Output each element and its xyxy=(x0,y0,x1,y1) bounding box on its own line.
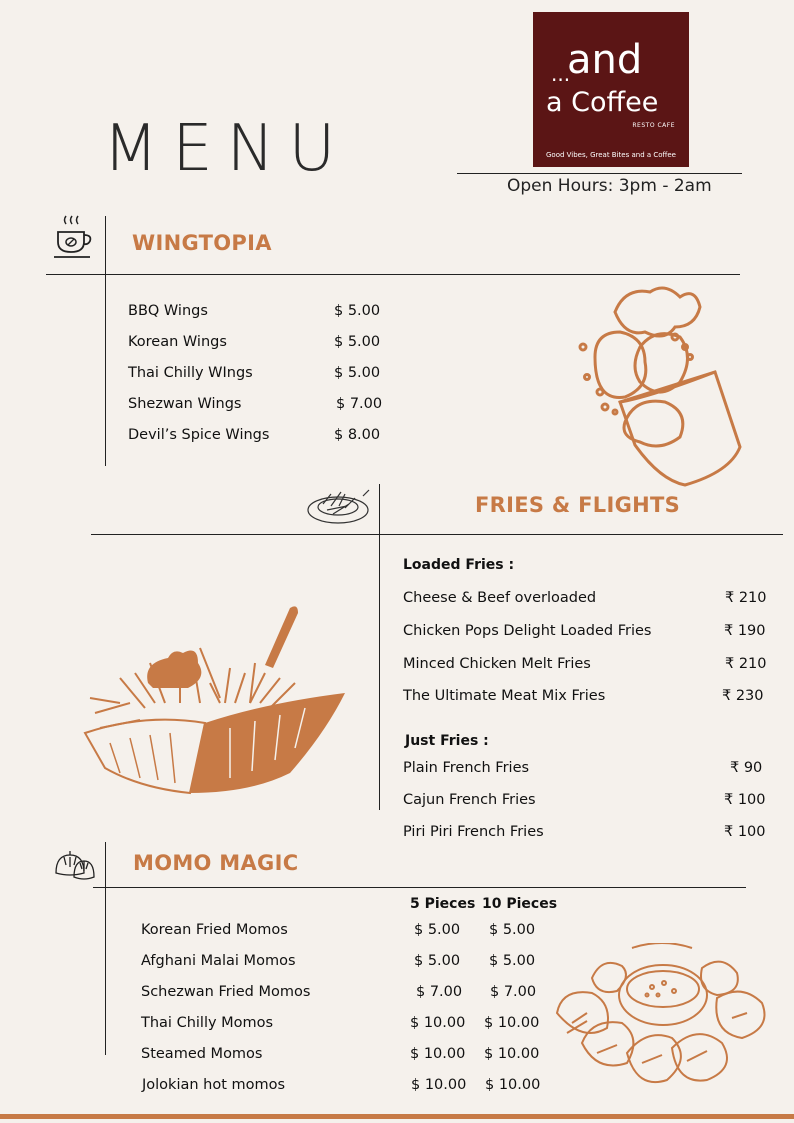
menu-item-price: ₹ 90 xyxy=(730,760,763,776)
menu-item-name: Cheese & Beef overloaded xyxy=(403,590,597,606)
menu-item-price: $ 10.00 xyxy=(484,1015,540,1031)
dumplings-icon xyxy=(52,847,96,883)
momo-title: MOMO MAGIC xyxy=(133,851,299,875)
menu-item-name: Thai Chilly Momos xyxy=(141,1015,274,1031)
menu-item-price: $ 10.00 xyxy=(410,1046,466,1062)
menu-item-name: Cajun French Fries xyxy=(403,792,536,808)
menu-item-price: ₹ 190 xyxy=(724,623,766,639)
menu-item-price: ₹ 210 xyxy=(725,656,767,672)
menu-item-name: The Ultimate Meat Mix Fries xyxy=(403,688,606,704)
menu-item-price: $ 5.00 xyxy=(489,953,536,969)
menu-item-name: Devil’s Spice Wings xyxy=(128,427,270,443)
logo-resto: RESTO CAFE xyxy=(632,122,675,129)
fries-title: FRIES & FLIGHTS xyxy=(475,493,681,517)
menu-item-price: $ 8.00 xyxy=(334,427,381,443)
menu-item-name: Korean Fried Momos xyxy=(141,922,288,938)
menu-item-price: $ 10.00 xyxy=(411,1077,467,1093)
menu-item-name: Chicken Pops Delight Loaded Fries xyxy=(403,623,652,639)
menu-item-price: $ 5.00 xyxy=(334,365,381,381)
loaded-fries-label: Loaded Fries : xyxy=(403,557,515,573)
menu-item-price: $ 5.00 xyxy=(334,334,381,350)
chicken-wings-illustration xyxy=(575,282,743,494)
menu-item-name: Steamed Momos xyxy=(141,1046,263,1062)
menu-item-price: $ 7.00 xyxy=(416,984,463,1000)
logo-coffee: a Coffee xyxy=(546,87,659,118)
col-header-5-pieces: 5 Pieces xyxy=(410,896,476,912)
menu-item-price: $ 10.00 xyxy=(484,1046,540,1062)
menu-item-name: Piri Piri French Fries xyxy=(403,824,544,840)
logo xyxy=(533,12,689,167)
menu-item-price: $ 5.00 xyxy=(334,303,381,319)
hours-divider xyxy=(457,173,742,174)
menu-item-name: Schezwan Fried Momos xyxy=(141,984,311,1000)
menu-item-price: $ 5.00 xyxy=(489,922,536,938)
just-fries-label: Just Fries : xyxy=(405,733,489,749)
menu-item-name: BBQ Wings xyxy=(128,303,208,319)
menu-item-name: Afghani Malai Momos xyxy=(141,953,296,969)
logo-tagline: Good Vibes, Great Bites and a Coffee xyxy=(546,151,676,159)
menu-item-price: $ 10.00 xyxy=(485,1077,541,1093)
page-title: MENU xyxy=(103,112,350,186)
momo-vertical-divider xyxy=(105,842,106,1055)
loaded-fries-illustration xyxy=(80,603,348,798)
bottom-accent-bar xyxy=(0,1114,794,1119)
momo-divider xyxy=(93,887,746,888)
menu-item-price: ₹ 100 xyxy=(724,824,766,840)
menu-item-name: Plain French Fries xyxy=(403,760,530,776)
menu-item-price: $ 5.00 xyxy=(414,953,461,969)
logo-and: and xyxy=(567,37,643,83)
menu-item-price: $ 5.00 xyxy=(414,922,461,938)
wingtopia-title: WINGTOPIA xyxy=(132,231,272,255)
wingtopia-vertical-divider xyxy=(105,216,106,466)
menu-item-price: ₹ 230 xyxy=(722,688,764,704)
menu-item-price: $ 7.00 xyxy=(336,396,383,412)
fries-vertical-divider xyxy=(379,484,380,810)
logo-dots: ... xyxy=(551,62,571,86)
menu-item-name: Korean Wings xyxy=(128,334,227,350)
col-header-10-pieces: 10 Pieces xyxy=(482,896,558,912)
open-hours: Open Hours: 3pm - 2am xyxy=(507,176,712,196)
wingtopia-divider xyxy=(46,274,740,275)
coffee-cup-icon xyxy=(52,214,94,262)
menu-item-name: Jolokian hot momos xyxy=(142,1077,286,1093)
fries-divider xyxy=(91,534,783,535)
menu-item-price: ₹ 210 xyxy=(725,590,767,606)
menu-item-price: $ 7.00 xyxy=(490,984,537,1000)
menu-item-price: $ 10.00 xyxy=(410,1015,466,1031)
menu-item-name: Minced Chicken Melt Fries xyxy=(403,656,591,672)
momos-illustration xyxy=(552,943,774,1085)
fries-basket-icon xyxy=(305,484,371,528)
menu-item-name: Shezwan Wings xyxy=(128,396,242,412)
menu-item-price: ₹ 100 xyxy=(724,792,766,808)
menu-item-name: Thai Chilly WIngs xyxy=(128,365,253,381)
